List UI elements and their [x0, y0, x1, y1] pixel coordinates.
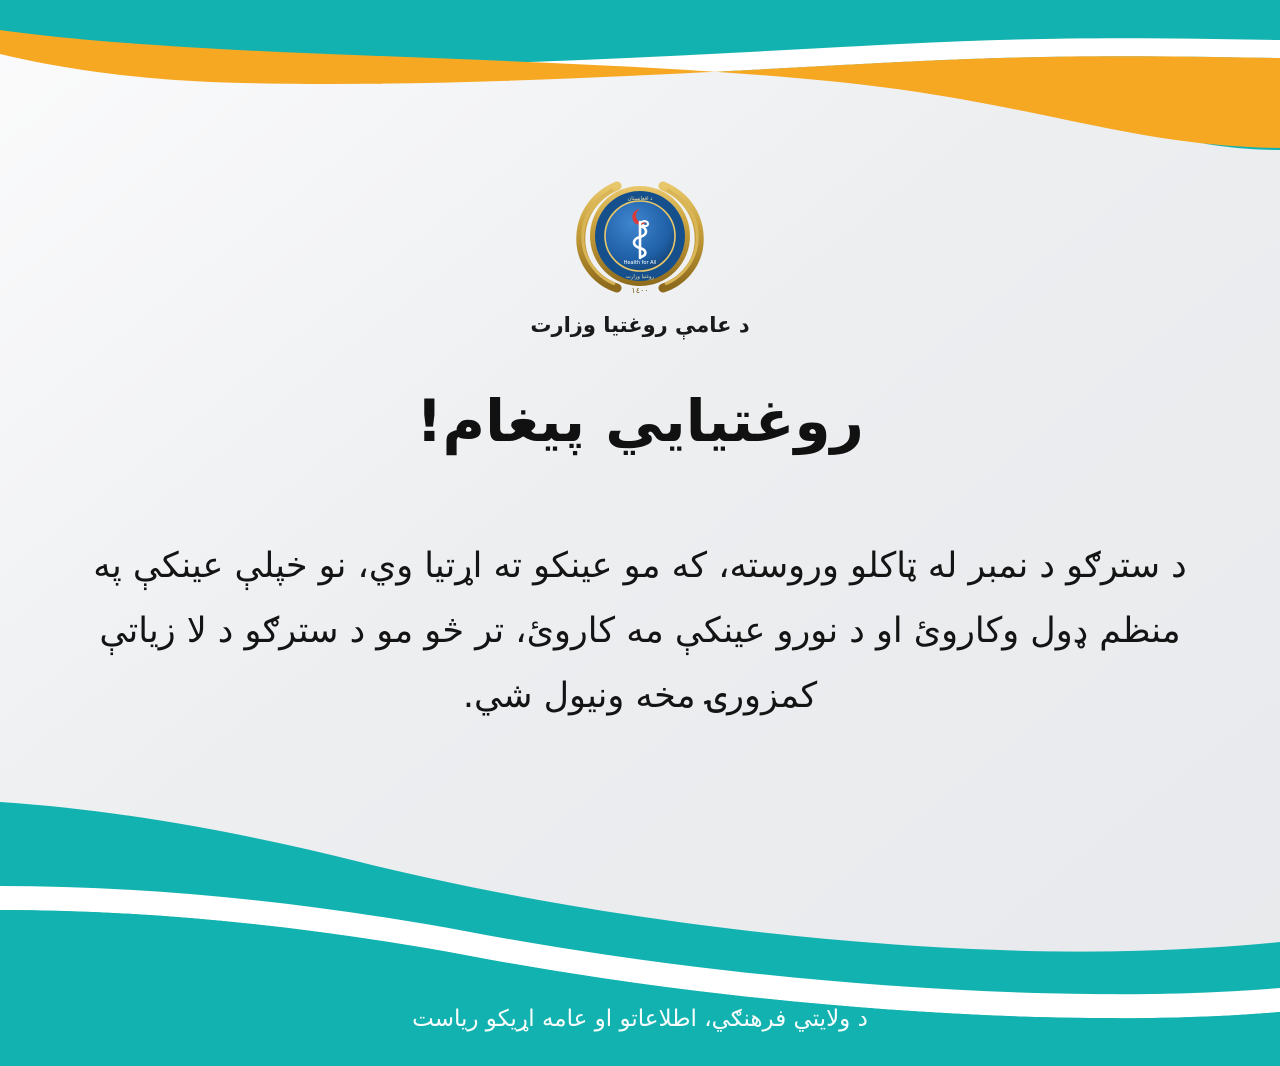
emblem-arc-text-top: د افغانستان [627, 196, 653, 202]
footer-credit: د ولايتي فرهنګي، اطلاعاتو او عامه اړيکو رياست [412, 1006, 868, 1032]
emblem-graphic [555, 160, 725, 310]
emblem-arc-text-bottom: روغتيا وزارت [626, 274, 654, 280]
ministry-name-label: د عامې روغتيا وزارت [530, 313, 750, 337]
message-body: د سترګو د نمبر له ټاکلو وروسته، که مو عينکو ته اړتيا وي، نو خپلې عينکې په منظم ډول وکاروئ او د نورو عينکې مه کاروئ، تر څو مو د سترګو د لا زياتې کمزورۍ مخه ونيول شي. [93, 546, 1187, 716]
emblem-year-text: ١٤٠٠ [631, 286, 649, 295]
emblem-english-text: Health for All [623, 260, 657, 266]
ministry-emblem [555, 160, 725, 305]
page-title: روغتيايي پيغام! [416, 387, 864, 455]
